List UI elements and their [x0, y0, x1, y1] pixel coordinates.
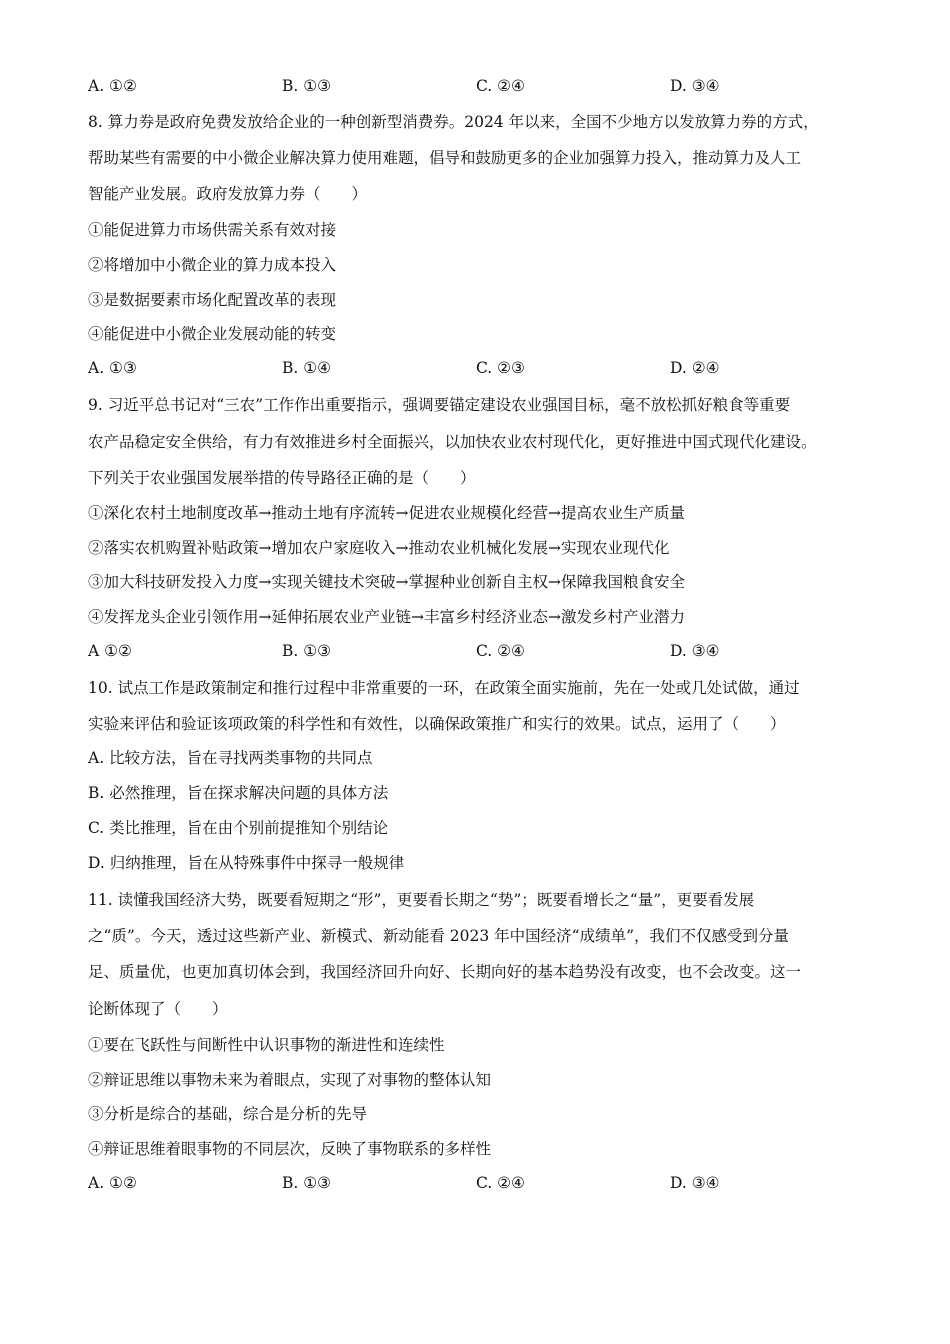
q9-option-a[interactable]: A ①② — [88, 642, 132, 660]
q9-stem-line: 农产品稳定安全供给，有力有效推进乡村全面振兴，以加快农业农村现代化，更好推进中国式现代化建设。 — [88, 433, 817, 451]
q11-stem-line: 足、质量优，也更加真切体会到，我国经济回升向好、长期向好的基本趋势没有改变，也不会改变。这一 — [88, 963, 802, 981]
q8-stem-line: 8. 算力券是政府免费发放给企业的一种创新型消费券。2024 年以来，全国不少地方以发放算力券的方式， — [88, 113, 819, 131]
q8-options — [88, 358, 878, 378]
q7-option-c[interactable]: C. ②④ — [476, 77, 525, 95]
q11-stem-line: 论断体现了（ ） — [88, 1000, 228, 1018]
q8-stem-line: 智能产业发展。政府发放算力券（ ） — [88, 185, 368, 203]
q10-option-c[interactable]: C. 类比推理，旨在由个别前提推知个别结论 — [88, 819, 389, 837]
q9-item: ②落实农机购置补贴政策→增加农户家庭收入→推动农业机械化发展→实现农业现代化 — [88, 539, 670, 557]
q11-stem-line: 11. 读懂我国经济大势，既要看短期之“形”，更要看长期之“势”；既要看增长之“量”，更要看发展 — [88, 891, 755, 909]
q8-option-b[interactable]: B. ①④ — [282, 359, 332, 377]
q7-options — [88, 76, 878, 96]
q11-option-c[interactable]: C. ②④ — [476, 1174, 525, 1192]
q8-item: ③是数据要素市场化配置改革的表现 — [88, 291, 337, 309]
q10-option-a[interactable]: A. 比较方法，旨在寻找两类事物的共同点 — [88, 749, 373, 767]
q7-option-d[interactable]: D. ③④ — [670, 77, 720, 95]
q9-item: ①深化农村土地制度改革→推动土地有序流转→促进农业规模化经营→提高农业生产质量 — [88, 504, 685, 522]
q7-option-a[interactable]: A. ①② — [88, 77, 137, 95]
q9-option-d[interactable]: D. ③④ — [670, 642, 720, 660]
q8-stem-line: 帮助某些有需要的中小微企业解决算力使用难题，倡导和鼓励更多的企业加强算力投入，推动算力及人工 — [88, 149, 802, 167]
q11-options — [88, 1173, 878, 1193]
q11-item: ③分析是综合的基础，综合是分析的先导 — [88, 1105, 368, 1123]
q11-item: ②辩证思维以事物未来为着眼点，实现了对事物的整体认知 — [88, 1071, 492, 1089]
q9-stem-line: 9. 习近平总书记对“三农”工作作出重要指示，强调要锚定建设农业强国目标，毫不放松抓好粮食等重要 — [88, 396, 791, 414]
q9-options — [88, 641, 878, 661]
q11-item: ④辩证思维着眼事物的不同层次，反映了事物联系的多样性 — [88, 1140, 492, 1158]
q9-option-b[interactable]: B. ①③ — [282, 642, 332, 660]
q8-option-a[interactable]: A. ①③ — [88, 359, 137, 377]
q8-item: ②将增加中小微企业的算力成本投入 — [88, 256, 337, 274]
q8-option-d[interactable]: D. ②④ — [670, 359, 720, 377]
q10-stem-line: 10. 试点工作是政策制定和推行过程中非常重要的一环，在政策全面实施前，先在一处或几处试做，通过 — [88, 679, 800, 697]
q11-option-b[interactable]: B. ①③ — [282, 1174, 332, 1192]
q10-stem-line: 实验来评估和验证该项政策的科学性和有效性，以确保政策推广和实行的效果。试点，运用了（ ） — [88, 715, 786, 733]
q9-stem-line: 下列关于农业强国发展举措的传导路径正确的是（ ） — [88, 469, 476, 487]
q9-option-c[interactable]: C. ②④ — [476, 642, 525, 660]
q11-item: ①要在飞跃性与间断性中认识事物的渐进性和连续性 — [88, 1036, 445, 1054]
q11-stem-line: 之“质”。今天，透过这些新产业、新模式、新动能看 2023 年中国经济“成绩单”，我们不仅感受到分量 — [88, 927, 789, 945]
q11-option-a[interactable]: A. ①② — [88, 1174, 137, 1192]
q9-item: ③加大科技研发投入力度→实现关键技术突破→掌握种业创新自主权→保障我国粮食安全 — [88, 573, 685, 591]
q10-option-b[interactable]: B. 必然推理，旨在探求解决问题的具体方法 — [88, 784, 389, 802]
q8-option-c[interactable]: C. ②③ — [476, 359, 525, 377]
q11-option-d[interactable]: D. ③④ — [670, 1174, 720, 1192]
q8-item: ④能促进中小微企业发展动能的转变 — [88, 325, 337, 343]
q9-item: ④发挥龙头企业引领作用→延伸拓展农业产业链→丰富乡村经济业态→激发乡村产业潜力 — [88, 608, 685, 626]
q8-item: ①能促进算力市场供需关系有效对接 — [88, 221, 337, 239]
q7-option-b[interactable]: B. ①③ — [282, 77, 332, 95]
q10-option-d[interactable]: D. 归纳推理，旨在从特殊事件中探寻一般规律 — [88, 854, 405, 872]
